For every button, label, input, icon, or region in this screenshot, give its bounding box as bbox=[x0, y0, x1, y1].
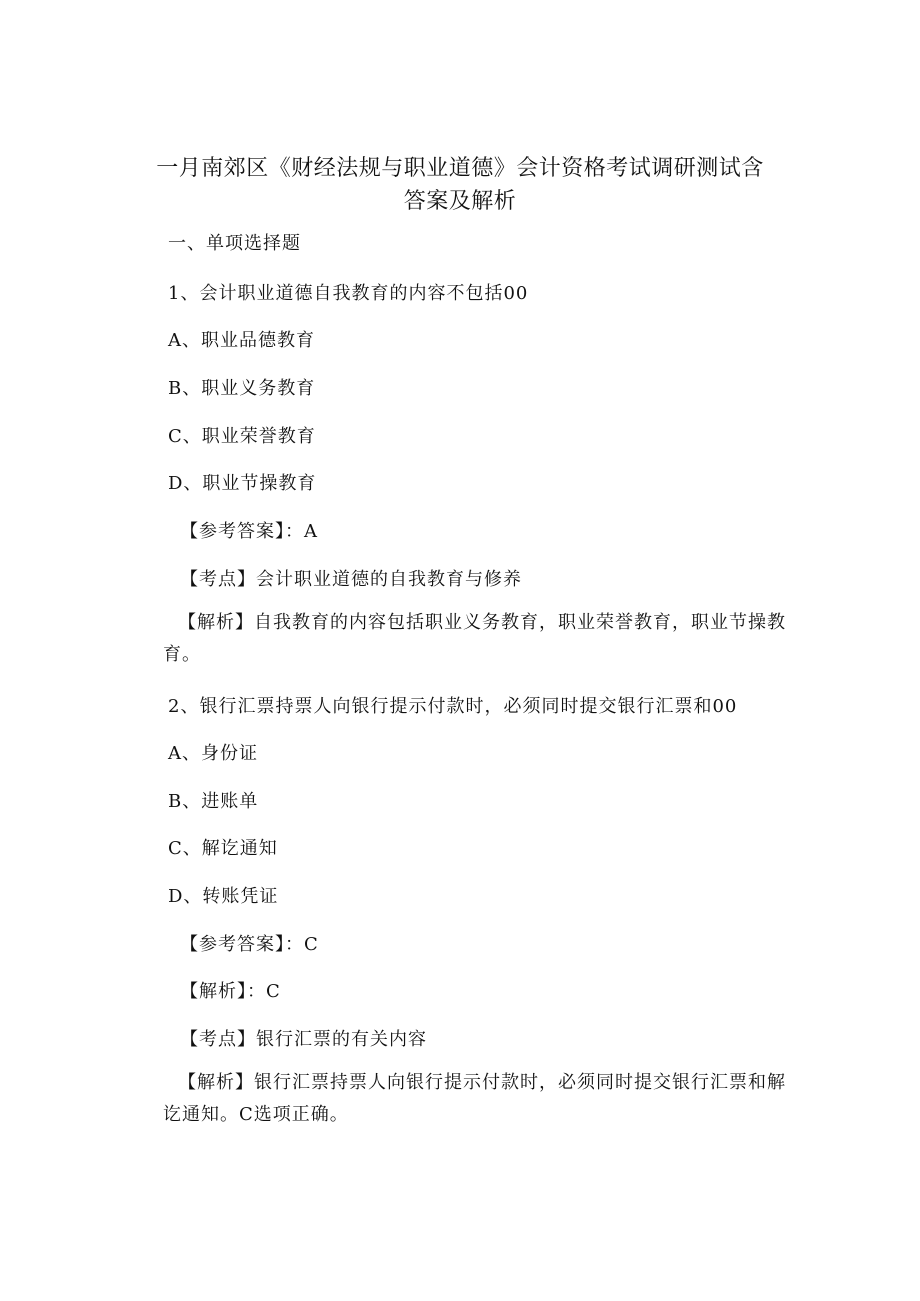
question-1-point: 【考点】会计职业道德的自我教育与修养 bbox=[180, 569, 522, 590]
question-2-option-d: D、转账凭证 bbox=[168, 886, 279, 907]
page-title: 一月南郊区《财经法规与职业道德》会计资格考试调研测试含答案及解析 bbox=[156, 156, 764, 214]
question-1-answer: 【参考答案】：A bbox=[180, 521, 318, 542]
question-2-analysis: 【解析】银行汇票持票人向银行提示付款时，必须同时提交银行汇票和解讫通知。C选项正确。 bbox=[163, 1072, 786, 1125]
question-2-point: 【考点】银行汇票的有关内容 bbox=[180, 1029, 427, 1050]
question-1-option-a: A、职业品德教育 bbox=[168, 330, 315, 351]
question-1-option-b: B、职业义务教育 bbox=[168, 378, 316, 399]
question-2-option-a: A、身份证 bbox=[168, 743, 258, 764]
question-1-analysis: 【解析】自我教育的内容包括职业义务教育，职业荣誉教育，职业节操教育。 bbox=[163, 612, 786, 665]
question-2-answer: 【参考答案】：C bbox=[180, 934, 319, 955]
question-2-option-c: C、解讫通知 bbox=[168, 838, 278, 859]
section-heading: 一、单项选择题 bbox=[168, 233, 301, 254]
question-1-option-c: C、职业荣誉教育 bbox=[168, 426, 316, 447]
question-2-option-b: B、进账单 bbox=[168, 791, 259, 812]
question-1-stem: 1、会计职业道德自我教育的内容不包括00 bbox=[168, 283, 529, 304]
question-1-option-d: D、职业节操教育 bbox=[168, 473, 317, 494]
question-2-stem: 2、银行汇票持票人向银行提示付款时，必须同时提交银行汇票和00 bbox=[168, 696, 738, 717]
question-2-analysis-short: 【解析】：C bbox=[180, 981, 281, 1002]
